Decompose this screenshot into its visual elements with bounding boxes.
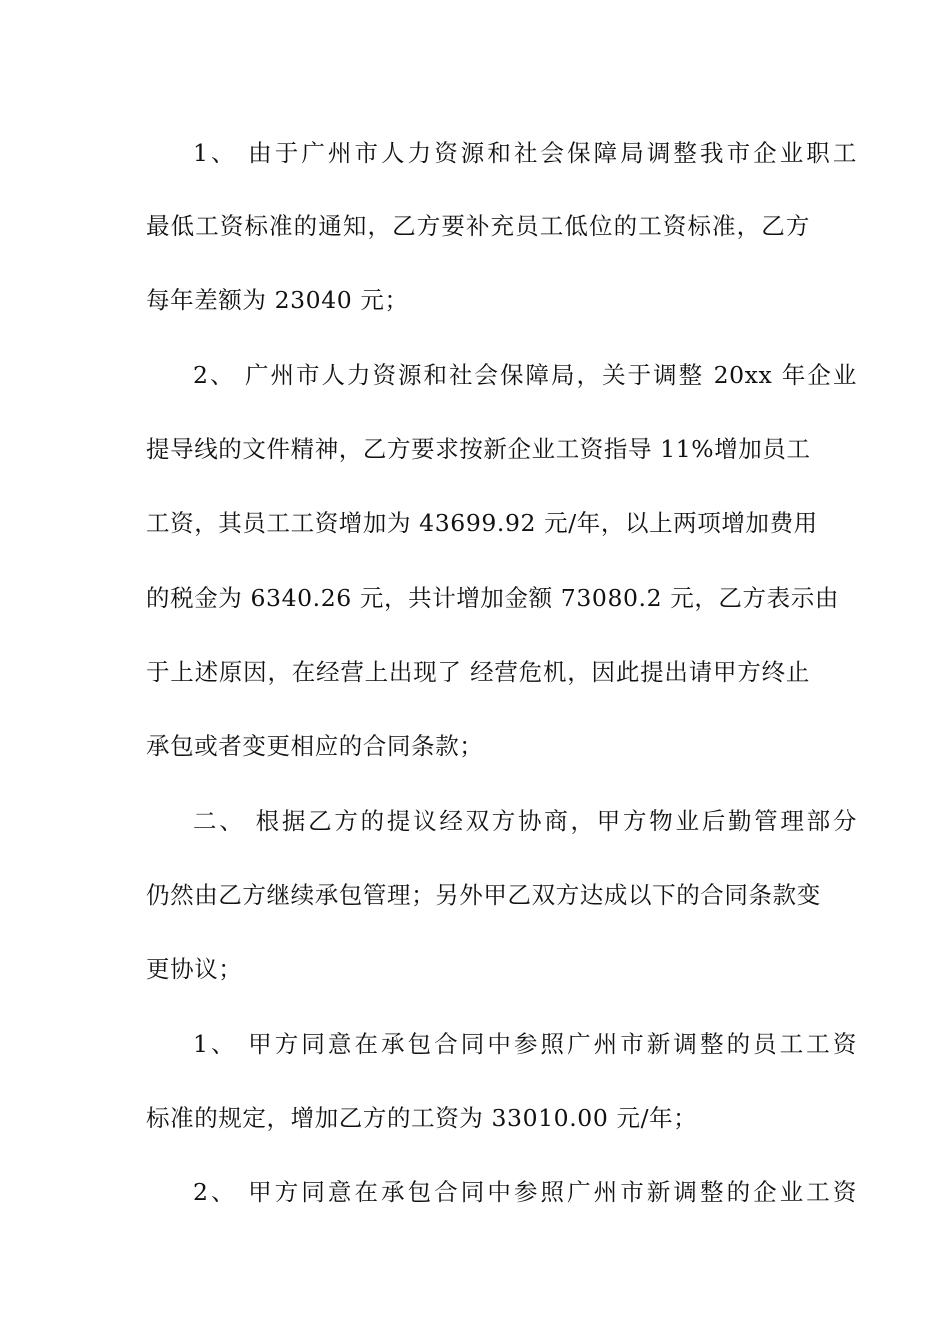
text-line: 仍然由乙方继续承包管理；另外甲乙双方达成以下的合同条款变 bbox=[146, 881, 821, 909]
text-line: 最低工资标准的通知，乙方要补充员工低位的工资标准，乙方 bbox=[146, 212, 810, 240]
text-line: 于上述原因，在经营上出现了 经营危机，因此提出请甲方终止 bbox=[146, 658, 810, 686]
text-line: 1、 由于广州市人力资源和社会保障局调整我市企业职工 bbox=[193, 139, 857, 167]
text-line: 更协议； bbox=[146, 955, 243, 983]
text-line: 每年差额为 23040 元； bbox=[146, 286, 409, 314]
text-line: 的税金为 6340.26 元，共计增加金额 73080.2 元，乙方表示由 bbox=[146, 584, 839, 612]
text-line: 2、 广州市人力资源和社会保障局，关于调整 20xx 年企业 bbox=[193, 361, 857, 389]
text-line: 1、 甲方同意在承包合同中参照广州市新调整的员工工资 bbox=[193, 1030, 857, 1058]
text-line: 提导线的文件精神，乙方要求按新企业工资指导 11%增加员工 bbox=[146, 435, 811, 463]
text-line: 承包或者变更相应的合同条款； bbox=[146, 732, 484, 760]
text-line: 标准的规定，增加乙方的工资为 33010.00 元/年； bbox=[146, 1104, 698, 1132]
text-line: 二、 根据乙方的提议经双方协商，甲方物业后勤管理部分 bbox=[193, 807, 857, 835]
text-line: 2、 甲方同意在承包合同中参照广州市新调整的企业工资 bbox=[193, 1178, 857, 1206]
text-line: 工资，其员工工资增加为 43699.92 元/年，以上两项增加费用 bbox=[146, 509, 818, 537]
